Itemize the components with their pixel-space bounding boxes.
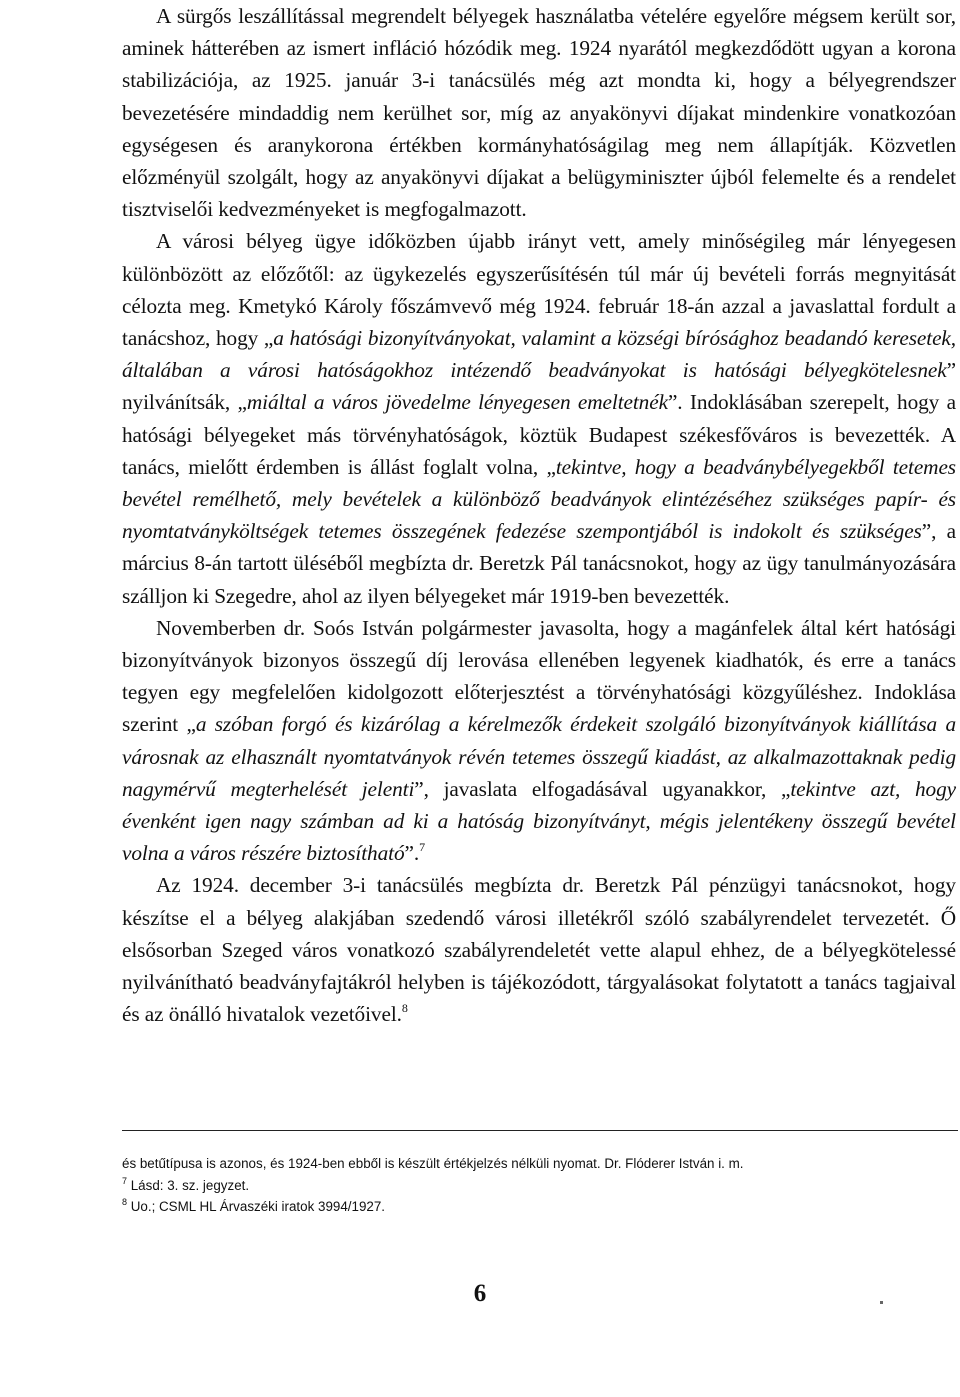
scan-speck (880, 1301, 883, 1304)
paragraph-3-text: Novemberben dr. Soós István polgármester javasolta, hogy a magánfelek által kért hatósági bizonyítványok bizonyos összegű díj lerovása ellenében legyenek kiadhatók, és erre a tanács tegyen egy megfelelően kidolgozott előterjesztést a törvényhatósági közgyűléshez. Indoklása szerint „ (122, 615, 956, 737)
quote-varos-jovedelme: miáltal a város jövedelme lényegesen emeltetnék (246, 390, 668, 415)
paragraph-2-text: ” nyilvánítsák, „ (122, 358, 956, 415)
footnote-ref-8[interactable]: 8 (401, 1001, 408, 1016)
footnote-ref-7[interactable]: 7 (419, 840, 426, 855)
footnote-continued (122, 1153, 958, 1175)
paragraph-1 (122, 0, 956, 225)
paragraph-2 (122, 225, 956, 611)
footnotes (122, 1153, 958, 1218)
paragraph-3 (122, 612, 956, 870)
quote-jelentekeny-bevetel: tekintve azt, hogy évenként igen nagy számban ad ki a hatóság bizonyítványt, mégis jelentékeny összegű bevétel volna a város részére biztosítható (122, 776, 956, 866)
quote-beadvanybelyegek: tekintve, hogy a beadványbélyegekből tetemes bevétel remélhető, mely bevételek a különböző beadványok elintézéséhez szükséges papír- és nyomtatványköltségek tetemes összegének fedezése szempontjából is indokolt és szükséges (122, 454, 956, 544)
paragraph-3-text: ”, javaslata elfogadásával ugyanakkor, „ (414, 776, 791, 801)
paragraph-4-text: Az 1924. december 3-i tanácsülés megbízta dr. Beretzk Pál pénzügyi tanácsnokot, hogy készítse el a bélyeg alakjában szedendő városi illetékről szóló szabályrendelet tervezetét. Ő elsősorban Szeged város vonatkozó szabályrendeletét vette alapul ehhez, de a bélyegkötelessé nyilvánítható beadványfajtákról helyben is tájékozódott, tárgyalásokat folytatott a tanács tagjaival és az önálló hivatalok vezetőivel. (122, 873, 956, 1027)
main-text (122, 0, 956, 1031)
paragraph-2-text: A városi bélyeg ügye időközben újabb irányt vett, amely minőségileg már lényegesen különbözött az előzőtől: az ügykezelés egyszerűsítésén túl már új bevételi forrás megnyitását célozta meg. Kmetykó Károly főszámvevő még 1924. február 18-án azzal a javaslattal fordult a tanácshoz, hogy „ (122, 229, 956, 351)
footnote-8 (122, 1196, 958, 1218)
page-number: 6 (473, 1280, 487, 1307)
paragraph-2-text: ”. Indoklásában szerepelt, hogy a hatósági bélyegeket más törvényhatóságok, köztük Budapest székesfőváros is bevezették. A tanács, mielőtt érdemben is állást foglalt volna, „ (122, 390, 956, 479)
quote-hatosagi-bizonyitvanyok: a hatósági bizonyítványokat, valamint a községi bírósághoz beadandó keresetek, általában a városi hatóságokhoz intézendő beadványokat is hatósági bélyegkötelesnek (122, 326, 956, 383)
footnote-7-text: Lásd: 3. sz. jegyzet. (127, 1177, 250, 1193)
paragraph-2-text: ”, a március 8-án tartott üléséből megbízta dr. Beretzk Pál tanácsnokot, hogy az ügy tanulmányozására szálljon ki Szegedre, ahol az ilyen bélyegeket már 1919-ben bevezették. (122, 519, 957, 608)
footnote-divider (122, 1130, 958, 1131)
footnote-continued-text: és betűtípusa is azonos, és 1924-ben ebből is készült értékjelzés nélküli nyomat. Dr. Flóderer István i. m. (122, 1156, 744, 1171)
footnote-7 (122, 1175, 958, 1197)
footnote-7-mark: 7 (122, 1175, 128, 1186)
paragraph-3-text: ”. (404, 841, 420, 866)
footnote-8-text: Uo.; CSML HL Árvaszéki iratok 3994/1927. (127, 1199, 386, 1214)
paragraph-1-text: A sürgős leszállítással megrendelt bélyegek használatba vételére egyelőre mégsem került sor, aminek hátterében az ismert infláció hózódik meg. 1924 nyarától megkezdődött ugyan a korona stabilizációja, az 1925. január 3-i tanácsülés még azt mondta ki, hogy a bélyegrendszer bevezetésére mindaddig nem kerülhet sor, míg az anyakönyvi díjakat mindenkire vonatkozóan egységesen és aranykorona értékben kormányhatóságilag meg nem állapítják. Közvetlen előzményül szolgált, hogy az anyakönyvi díjakat a belügyminiszter újból felemelte és a rendelet tisztviselői kedvezményeket is megfogalmazott. (122, 4, 956, 222)
quote-bizonyitvanyok-kiallitasa: a szóban forgó és kizárólag a kérelmezők érdekeit szolgáló bizonyítványok kiállítása a városnak az elhasznált nyomtatványok révén tetemes összegű kiadást, az alkalmazottaknak pedig nagymérvű megterhelését jelenti (122, 712, 956, 801)
footnote-8-mark: 8 (122, 1197, 128, 1207)
paragraph-4 (122, 869, 956, 1030)
